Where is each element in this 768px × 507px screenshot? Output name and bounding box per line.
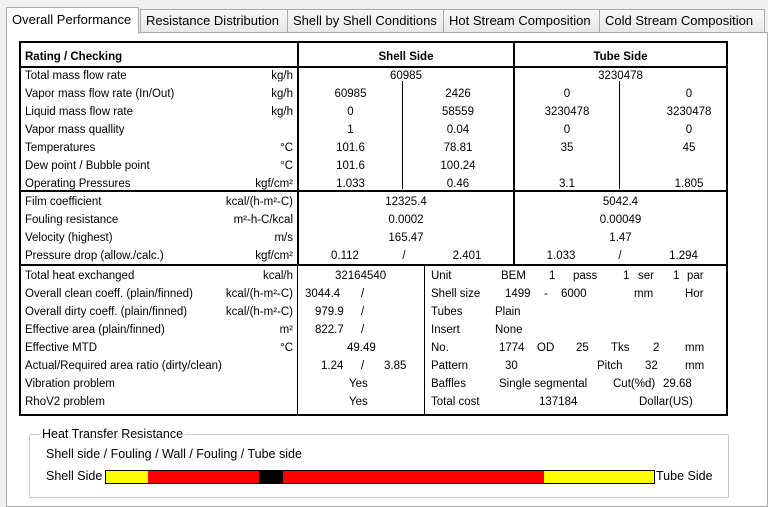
row-label: Operating Pressures xyxy=(25,178,131,190)
shell-value: 165.47 xyxy=(388,232,424,244)
separator: / xyxy=(361,306,365,318)
geom-value: 2 xyxy=(653,342,660,354)
shell-value: 12325.4 xyxy=(385,196,427,208)
tube-out-value: 1.805 xyxy=(674,178,704,190)
group-title: Heat Transfer Resistance xyxy=(42,427,184,441)
tube-allow-value: 1.033 xyxy=(546,250,576,262)
geom-label: Baffles xyxy=(431,378,466,390)
separator: / xyxy=(361,324,365,336)
row-unit: m²-h-C/kcal xyxy=(233,214,293,226)
tube-calc-value: 1.294 xyxy=(669,250,698,262)
tube-out-value: 3230478 xyxy=(666,106,712,118)
geom-label: Pattern xyxy=(431,360,469,372)
value: 3044.4 xyxy=(305,288,341,300)
row-label: Dew point / Bubble point xyxy=(25,160,150,172)
geom-value: pass xyxy=(573,270,598,282)
row-unit: kcal/h xyxy=(262,270,293,282)
geom-value: - xyxy=(544,288,548,300)
geom-value: Single segmental xyxy=(499,378,588,390)
row-label: Pressure drop (allow./calc.) xyxy=(25,250,164,262)
shell-allow-value: 0.112 xyxy=(331,250,359,262)
shell-out-value: 2426 xyxy=(445,88,471,100)
separator: / xyxy=(361,288,365,300)
table-title: Rating / Checking xyxy=(25,51,123,63)
row-unit: kgf/cm² xyxy=(255,250,293,262)
shell-in-value: 1 xyxy=(347,124,354,136)
tube-in-value: 3.1 xyxy=(559,178,575,190)
geom-value: mm xyxy=(685,342,705,354)
row-label: Vapor mass flow rate (In/Out) xyxy=(25,88,175,100)
geom-value: ser xyxy=(638,270,654,282)
separator: / xyxy=(618,250,622,262)
tube-in-value: 0 xyxy=(563,124,571,136)
shell-out-value: 0.46 xyxy=(446,178,470,190)
tube-value: 3230478 xyxy=(598,70,643,82)
shell-out-value: 0.04 xyxy=(446,124,470,136)
shell-out-value: 58559 xyxy=(442,106,474,118)
tube-value: 0.00049 xyxy=(599,214,642,226)
value: 822.7 xyxy=(315,324,344,336)
row-unit: kgf/cm² xyxy=(255,178,293,190)
geom-label: No. xyxy=(431,342,449,354)
shell-in-value: 101.6 xyxy=(336,160,365,172)
shell-in-value: 60985 xyxy=(334,88,367,100)
resistance-segment-tube xyxy=(544,471,653,483)
tube-in-value: 0 xyxy=(563,88,571,100)
resistance-bar xyxy=(105,470,655,484)
separator: / xyxy=(402,250,406,262)
row-unit: kg/h xyxy=(271,88,293,100)
geom-value: Cut(%d) xyxy=(613,378,656,390)
geom-value: 25 xyxy=(576,342,589,354)
section-divider xyxy=(21,264,726,266)
row-label: Vibration problem xyxy=(25,378,115,390)
shell-out-value: 78.81 xyxy=(443,142,473,154)
tube-out-value: 0 xyxy=(685,124,693,136)
resistance-segment-fouling-shell xyxy=(148,471,259,483)
row-label: Film coefficient xyxy=(25,196,102,208)
geom-value: 1 xyxy=(623,270,630,282)
row-label: Overall clean coeff. (plain/finned) xyxy=(25,288,193,300)
shell-in-value: 0 xyxy=(347,106,354,118)
shell-value: 60985 xyxy=(390,70,422,82)
geom-value: mm xyxy=(685,360,705,372)
geom-value: Pitch xyxy=(597,360,623,372)
value: Yes xyxy=(349,396,368,408)
tab-overall-performance[interactable]: Overall Performance xyxy=(6,7,139,34)
geom-value: BEM xyxy=(501,270,526,282)
resistance-segment-shell xyxy=(106,471,148,483)
results-grid xyxy=(19,41,728,416)
row-unit: kcal/(h-m²-C) xyxy=(225,196,293,208)
geom-value: mm xyxy=(634,288,654,300)
tab-resistance-distribution[interactable]: Resistance Distribution xyxy=(140,9,288,32)
value: 32164540 xyxy=(335,270,387,282)
row-label: Fouling resistance xyxy=(25,214,119,226)
shell-value: 0.0002 xyxy=(388,214,424,226)
row-label: Overall dirty coeff. (plain/finned) xyxy=(25,306,188,318)
row-unit: °C xyxy=(280,342,293,354)
heat-transfer-resistance-group xyxy=(29,427,729,498)
shell-side-label: Shell Side xyxy=(46,469,103,483)
geom-value: 1499 xyxy=(505,288,531,300)
row-unit: kg/h xyxy=(271,106,293,118)
tube-value: 5042.4 xyxy=(602,196,639,208)
geom-label: Shell size xyxy=(431,288,481,300)
resistance-segment-wall xyxy=(259,471,283,483)
value: 979.9 xyxy=(315,306,344,318)
tube-side-label: Tube Side xyxy=(656,469,713,483)
overall-performance-panel xyxy=(6,32,768,507)
row-unit: kcal/(h-m²-C) xyxy=(225,306,293,318)
value: 3.85 xyxy=(384,360,407,372)
row-label: Velocity (highest) xyxy=(25,232,113,244)
geom-value: 32 xyxy=(645,360,658,372)
tube-side-header: Tube Side xyxy=(593,51,648,63)
geom-label: Unit xyxy=(431,270,452,282)
value: 1.24 xyxy=(321,360,344,372)
geom-value: 1 xyxy=(549,270,556,282)
shell-calc-value: 2.401 xyxy=(452,250,482,262)
shell-in-value: 1.033 xyxy=(336,178,365,190)
tab-cold-stream-composition[interactable]: Cold Stream Composition xyxy=(599,9,765,32)
resistance-segment-fouling-tube xyxy=(283,471,544,483)
tab-hot-stream-composition[interactable]: Hot Stream Composition xyxy=(443,9,600,32)
geom-value: Hor xyxy=(685,288,704,300)
shell-out-value: 100.24 xyxy=(440,160,476,172)
geom-value: 1774 xyxy=(499,342,525,354)
geom-label: Tubes xyxy=(431,306,463,318)
row-unit: kg/h xyxy=(271,70,293,82)
shell-side-header: Shell Side xyxy=(378,51,434,63)
row-unit: °C xyxy=(280,142,293,154)
row-label: RhoV2 problem xyxy=(25,396,105,408)
geom-value: OD xyxy=(537,342,555,354)
section-divider xyxy=(21,190,726,192)
separator: / xyxy=(361,360,365,372)
tab-shell-by-shell-conditions[interactable]: Shell by Shell Conditions xyxy=(287,9,444,32)
row-label: Liquid mass flow rate xyxy=(25,106,134,118)
geom-value: 1 xyxy=(673,270,680,282)
row-label: Effective area (plain/finned) xyxy=(25,324,165,336)
resistance-legend: Shell side / Fouling / Wall / Fouling / Tube side xyxy=(46,447,302,461)
row-unit: m² xyxy=(279,324,293,336)
row-label: Effective MTD xyxy=(25,342,97,354)
row-label: Vapor mass quallity xyxy=(25,124,125,136)
row-unit: kcal/(h-m²-C) xyxy=(225,288,293,300)
geom-label: Total cost xyxy=(431,396,480,408)
geom-value: 29.68 xyxy=(663,378,692,390)
row-unit: °C xyxy=(280,160,293,172)
tube-out-value: 45 xyxy=(682,142,696,154)
tab-bar xyxy=(6,7,768,32)
shell-in-value: 101.6 xyxy=(336,142,365,154)
geom-value: 30 xyxy=(505,360,518,372)
geom-value: Dollar(US) xyxy=(639,396,693,408)
grid-line xyxy=(424,265,425,416)
row-label: Total mass flow rate xyxy=(25,70,127,82)
tube-value: 1.47 xyxy=(609,232,632,244)
geom-value: 6000 xyxy=(561,288,587,300)
geom-value: Tks xyxy=(611,342,630,354)
grid-line xyxy=(297,265,298,416)
value: 49.49 xyxy=(347,342,376,354)
tube-in-value: 35 xyxy=(560,142,574,154)
tube-in-value: 3230478 xyxy=(544,106,590,118)
geom-value: par xyxy=(687,270,704,282)
row-unit: m/s xyxy=(274,232,293,244)
row-label: Actual/Required area ratio (dirty/clean) xyxy=(25,360,222,372)
geom-value: None xyxy=(495,324,523,336)
row-label: Temperatures xyxy=(25,142,96,154)
row-label: Total heat exchanged xyxy=(25,270,135,282)
geom-value: Plain xyxy=(495,306,521,318)
value: Yes xyxy=(349,378,368,390)
geom-value: 137184 xyxy=(539,396,578,408)
tube-out-value: 0 xyxy=(685,88,693,100)
geom-label: Insert xyxy=(431,324,460,336)
